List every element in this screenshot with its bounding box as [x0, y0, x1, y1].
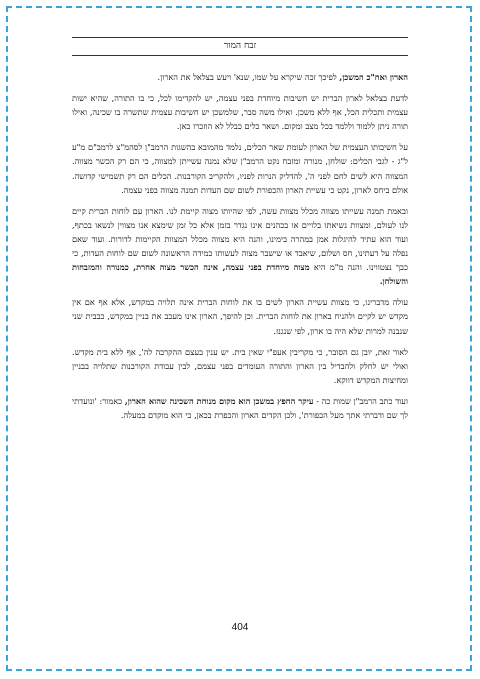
paragraph-6	[72, 345, 408, 387]
paragraph-2-text: לדעת בצלאל לארון הברית יש חשיבות מיוחדת בפני עצמה, יש להקדימו לכל, כי בו התורה, שהיא ישות עצמית ותכלית הכל, אף ללא משכן. ואילו משה סבר, שלמשכן יש חשיבות עצמית שתשרה בו שכינה, ואילו תורה ניתן ללמוד וללמד בכל מצב ומקום. ושאר כלים כבלל לא הוזכרו כאן.	[72, 93, 408, 132]
paragraph-1-bold-lead: הארון ואח"כ המשכן,	[339, 72, 408, 82]
paragraph-5-text: עולה מדברינו, כי מצוות עשיית הארון לשים בו את לוחות הברית אינה תלויה במקדש, אלא אף אם אין מקדש יש לקיים ולהניח בארון את לוחות הברית. וכן להיפך, הארון אינו מעכב את בניין במקדש, כבבית שני שנבנה למרות שלא היה בו ארון, לפי שנגנז.	[72, 297, 408, 336]
paragraph-2	[72, 91, 408, 133]
paragraph-3	[72, 140, 408, 196]
paragraph-1	[72, 70, 408, 84]
header-rule-top	[72, 37, 408, 38]
paragraph-5	[72, 295, 408, 337]
paragraph-4	[72, 204, 408, 289]
page-body	[72, 70, 408, 422]
paragraph-4-bold: מצוה מיוחדת בפני עצמה, אינה הכשר מצוה אחרת, כמנורה והמזבחות והשולחן.	[72, 262, 408, 287]
paragraph-7-bold: עיקר החפץ במשכן הוא מקום מנוחת השכינה שהוא הארון,	[124, 395, 314, 406]
page-number: 404	[231, 622, 249, 633]
paragraph-7-text: ועוד כתב הרמב"ן שמות כה -	[313, 395, 408, 406]
running-header	[72, 37, 408, 57]
paragraph-1-text: לפיכך זכה שיקרא על שמו, שנא' ויעש בצלאל את הארון.	[157, 72, 340, 82]
paragraph-4-text: ובאמת תמנה עשייתו מצווה מכלל מצוות עשה, לפי שהיותו מצוה קיימת לנו. הארון עם לוחות הברית קיים לנו לעולם, ומצוות נשיאתו בלויים או בכהנים אינו נגדר בזמן אלא כל זמן שימצא אנו מצווין לנשאו בכתף, ועוד הוא עתיד להיגלות אמן במהרה בימינו, והנה היא מצווה מכלל המצוות הקיימות לדורות. ועוד שאם נפלה על דעתינו, חס ושלום, שיאבד או שישבר מצוה לעשותו כמידה הראשונה לשום שם לוחות העדות, כי כבך נצטווינו. והנה מ"מ היא	[72, 205, 408, 273]
header-title: זבח המור	[218, 40, 262, 51]
paragraph-3-text: על חשיבותו העצמית של הארון לעומת שאר הכלים, נלמד מהמובא בהשגות הרמב"ן לסהמ"צ לרמב"ם מ"ע ל"ג - לגבי הכלים: שולחן, מנורה ומזבח נקט הרמב"ן שלא נמנה עשייתן למצווה, כי הם רק הכשר מצווה. המצווה היא לשים לחם לפני ה', להדליק הנרות לפניו, ולהקריב הקורבנות. הכלים הם רק תשמישי קדושה. אולם ביחס לארון, נקט כי עשיית הארון והכפורת לשום שם העדות תמנה מצווה בפני עצמה.	[72, 142, 408, 195]
header-rule-bottom	[72, 55, 408, 56]
paragraph-7	[72, 394, 408, 422]
paragraph-6-text: לאור זאת, יובן גם הסובר, כי מקריבין אעפ"י שאין בית. יש ענין בעצם ההקרבה לה', אף ללא בית מקדש. ואולי יש לחלק ולהבדיל בין הארון והתורה העומדים בפני עצמם, לבין עבודת הקורבנות שתלויה בבניין ומחיצות המקדש דווקא.	[72, 346, 408, 385]
paragraph-7-text-after: כאמור: 'ונועדתי לך שם ודברתי אתך מעל הכפורת', ולכן הקדים הארון והכפרת בכאן, כי הוא מוקדם במעלה.	[72, 395, 408, 420]
